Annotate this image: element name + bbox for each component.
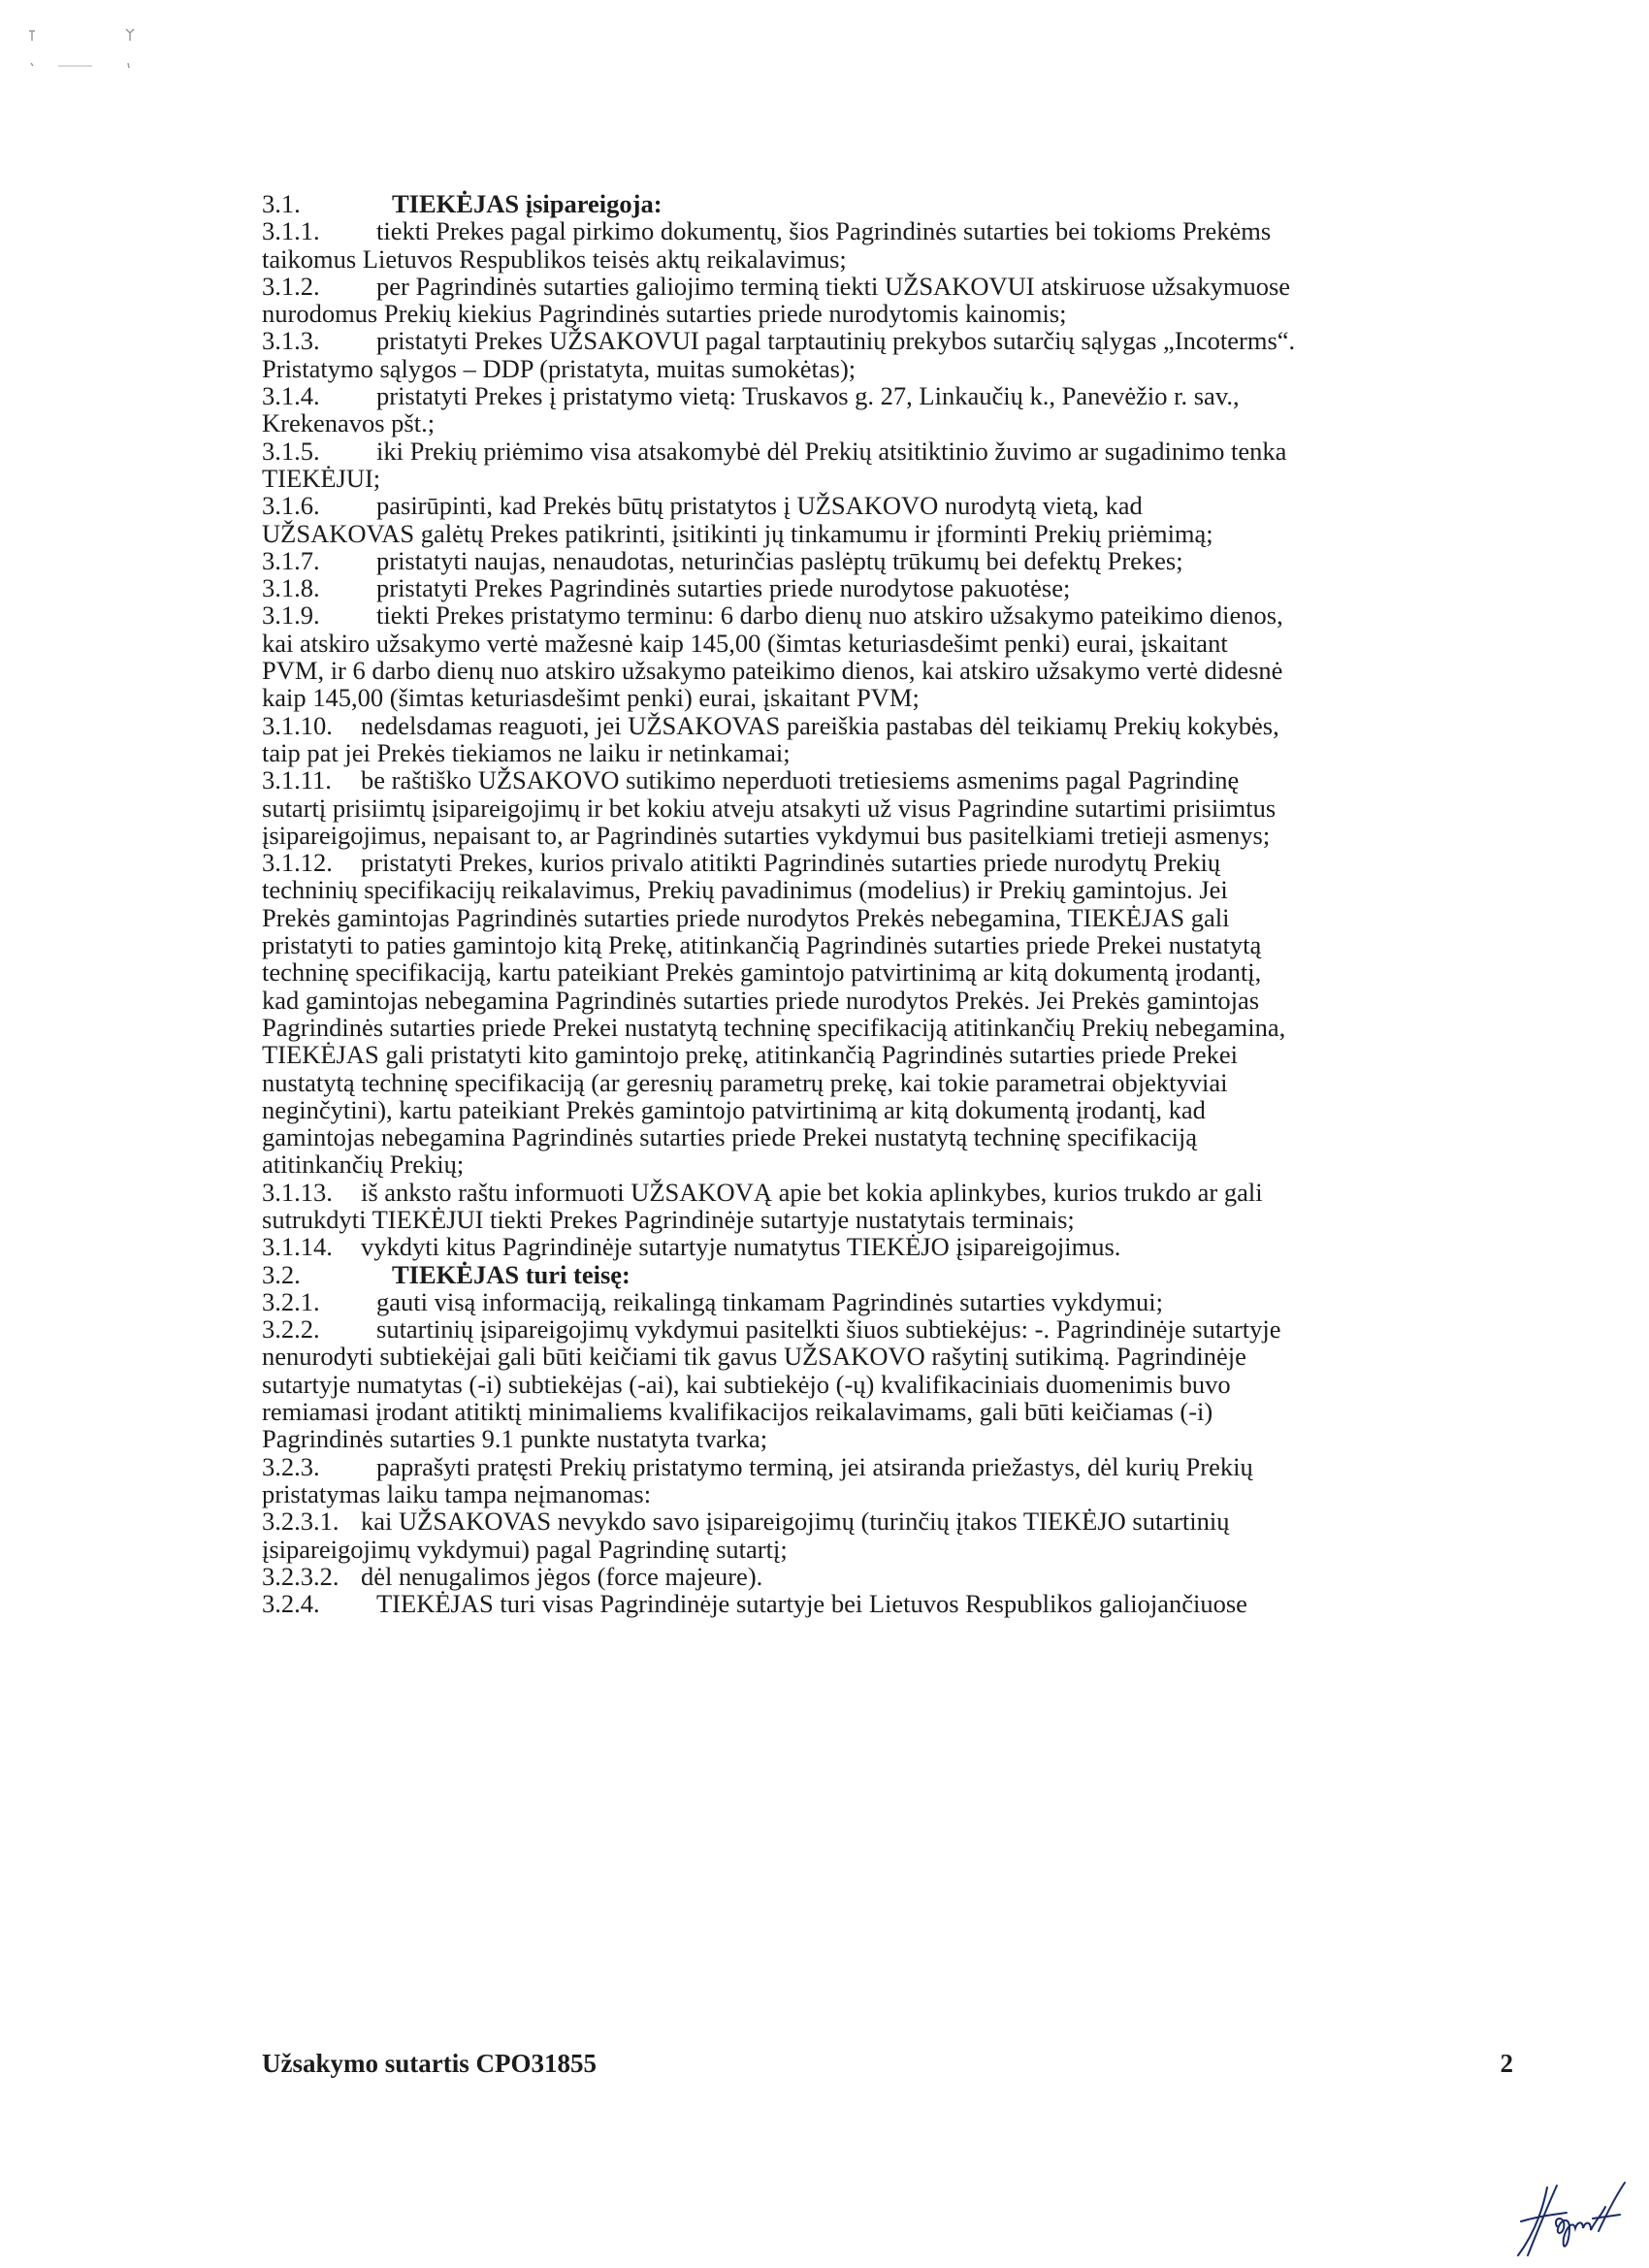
clause [262,1507,1513,1563]
clause-text: nedelsdamas reaguoti, jei UŽSAKOVAS pareiškia pastabas dėl teikiamų Prekių kokybės, [361,710,1279,740]
text-line [262,217,1513,244]
text-line [262,327,1513,354]
text-line [262,1507,1513,1535]
page-number: 2 [1500,2049,1513,2078]
clause-text: iki Prekių priėmimo visa atsakomybė dėl Prekių atsitiktinio žuvimo ar sugadinimo tenka [376,436,1287,466]
clause-number: 3.1.8. [262,573,320,603]
clause [262,849,1513,1179]
contract-body [262,190,1513,1617]
text-line [262,931,1513,958]
clause [262,1590,1513,1617]
clause-text: pasirūpinti, kad Prekės būtų pristatytos į UŽSAKOVO nurodytą vietą, kad [376,491,1143,521]
text-line [262,766,1513,794]
clause-text: tiekti Prekes pagal pirkimo dokumentų, šios Pagrindinės sutarties bei tokioms Prekėms [376,216,1272,246]
clause-text: atitinkančių Prekių; [262,1150,465,1180]
clause-number: 3.1.1. [262,216,320,246]
section-heading [262,190,1513,217]
text-line [262,601,1513,629]
clause-text: kad gamintojas nebegamina Pagrindinės sutarties priede nurodytos Prekės. Jei Prekės gamintojas [262,985,1260,1015]
text-line [262,1315,1513,1343]
text-line [262,355,1513,382]
clause [262,1315,1513,1452]
text-line [262,1261,1513,1288]
clause-text: dėl nenugalimos jėgos (force majeure). [361,1561,763,1591]
text-line [262,273,1513,300]
clause-number: 3.2.3.1. [262,1507,340,1537]
clause-text: sutartyje numatytas (-i) subtiekėjas (-ai), kai subtiekėjo (-ų) kvalifikaciniais duomenimis buvo [262,1369,1231,1399]
text-line [262,465,1513,492]
heading-text: TIEKĖJAS turi teisę: [392,1259,630,1289]
clause-number: 3.2.3. [262,1451,320,1481]
clause-number: 3.2.3.2. [262,1561,340,1591]
clause-text: vykdyti kitus Pagrindinėje sutartyje numatytus TIEKĖJO įsipareigojimus. [361,1232,1121,1262]
text-line [262,1014,1513,1041]
clause-text: taikomus Lietuvos Respublikos teisės aktų reikalavimus; [262,243,847,274]
text-line [262,1041,1513,1068]
clause-text: kai atskiro užsakymo vertė mažesnė kaip 145,00 (šimtas keturiasdešimt penki) eurai, įskaitant [262,628,1228,658]
clause-text: sutartį prisiimtų įsipareigojimų ir bet kokiu atveju atsakyti už visus Pagrindine sutartimi prisiimtus [262,793,1277,823]
clause-number: 3.1.6. [262,491,320,521]
text-line [262,630,1513,657]
text-line [262,1343,1513,1370]
clause-number: 3.1.7. [262,545,320,575]
clause-text: pristatyti Prekes, kurios privalo atitikti Pagrindinės sutarties priede nurodytų Prekių [361,848,1221,878]
clause-text: pristatyti naujas, nenaudotas, neturinčias paslėptų trūkumų bei defektų Prekes; [376,545,1183,575]
text-line [262,492,1513,519]
clause-text: UŽSAKOVAS galėtų Prekes patikrinti, įsitikinti jų tinkamumu ir įforminti Prekių priėmimą; [262,518,1213,548]
clause-text: sutrukdyti TIEKĖJUI tiekti Prekes Pagrindinėje sutartyje nustatytais terminais; [262,1204,1075,1234]
text-line [262,1536,1513,1563]
text-line [262,1563,1513,1590]
clause-text: paprašyti pratęsti Prekių pristatymo terminą, jei atsiranda priežastys, dėl kurių Prekių [376,1451,1253,1481]
text-line [262,958,1513,986]
text-line [262,1206,1513,1233]
clause [262,574,1513,601]
clause-number: 3.1.3. [262,326,320,356]
clause-text: Prekės gamintojas Pagrindinės sutarties priede nurodytos Prekės nebegamina, TIEKĖJAS gali [262,902,1230,932]
clause [262,766,1513,849]
text-line [262,1096,1513,1123]
text-line [262,684,1513,711]
text-line [262,300,1513,327]
clause-text: nurodomus Prekių kiekius Pagrindinės sutarties priede nurodytomis kainomis; [262,299,1067,329]
clause [262,492,1513,547]
text-line [262,657,1513,684]
clause-text: nenurodyti subtiekėjai gali būti keičiami tik gavus UŽSAKOVO rašytinį sutikimą. Pagrindinėje [262,1342,1246,1372]
clause [262,712,1513,767]
clause-text: iš anksto raštu informuoti UŽSAKOVĄ apie bet kokia aplinkybes, kurios trukdo ar gali [361,1177,1263,1207]
clause [262,327,1513,382]
clause-text: įsipareigojimų vykdymui) pagal Pagrindinę sutartį; [262,1534,788,1564]
clause-number: 3.1.14. [262,1232,333,1262]
clause-text: sutartinių įsipareigojimų vykdymui pasitelkti šiuos subtiekėjus: -. Pagrindinėje sutartyje [376,1314,1281,1345]
clause [262,1233,1513,1260]
footer-title: Užsakymo sutartis CPO31855 [262,2049,597,2078]
clause [262,1179,1513,1234]
clause-text: taip pat jei Prekės tiekiamos ne laiku ir netinkamai; [262,737,791,767]
text-line [262,1123,1513,1150]
text-line [262,574,1513,601]
clause-number: 3.1.9. [262,600,320,631]
clause-text: pristatyti Prekes į pristatymo vietą: Truskavos g. 27, Linkaučių k., Panevėžio r. sav., [376,381,1240,411]
clause [262,273,1513,328]
text-line [262,794,1513,822]
text-line [262,1371,1513,1398]
text-line [262,547,1513,574]
clause-number: 3.2.2. [262,1314,320,1345]
text-line [262,520,1513,547]
clause-text: Pagrindinės sutarties 9.1 punkte nustatyta tvarka; [262,1424,768,1454]
text-line [262,904,1513,931]
clause [262,1288,1513,1315]
text-line [262,1069,1513,1096]
text-line [262,1179,1513,1206]
clause-number: 3.1.13. [262,1177,333,1207]
clause [262,382,1513,437]
clause [262,601,1513,711]
clause-text: Krekenavos pšt.; [262,408,436,438]
clause-text: pristatyti Prekes Pagrindinės sutarties priede nurodytose pakuotėse; [376,573,1071,603]
text-line [262,1150,1513,1178]
text-line [262,409,1513,437]
text-line [262,822,1513,849]
clause-text: TIEKĖJAS turi visas Pagrindinėje sutartyje bei Lietuvos Respublikos galiojančiuose [376,1589,1247,1619]
text-line [262,1453,1513,1480]
clause-text: gamintojas nebegamina Pagrindinės sutarties priede Prekei nustatytą techninę specifikaciją [262,1122,1197,1152]
clause-text: pristatymas laiku tampa neįmanomas: [262,1478,652,1508]
clause-number: 3.2.4. [262,1589,320,1619]
section-heading [262,1261,1513,1288]
clause-number: 3.1.10. [262,710,333,740]
clause-text: įsipareigojimus, nepaisant to, ar Pagrindinės sutarties vykdymui bus pasitelkiami tretieji asmenys; [262,820,1271,850]
text-line [262,382,1513,409]
clause-number: 3.2.1. [262,1286,320,1316]
clause-number: 3.1.11. [262,765,332,795]
clause-text: gauti visą informaciją, reikalingą tinkamam Pagrindinės sutarties vykdymui; [376,1286,1164,1316]
clause-number: 3.2. [262,1259,301,1289]
text-line [262,712,1513,739]
heading-text: TIEKĖJAS įsipareigoja: [392,189,663,218]
clause-text: pristatyti Prekes UŽSAKOVUI pagal tarptautinių prekybos sutarčių sąlygas „Incoterms“. [376,326,1296,356]
clause-text: techninę specifikaciją, kartu pateikiant Prekės gamintojo patvirtinimą ar kitą dokumentą įrodantį, [262,957,1262,988]
clause [262,547,1513,574]
handwritten-signature [1513,2178,1630,2265]
clause [262,1453,1513,1508]
clause [262,217,1513,273]
clause-text: per Pagrindinės sutarties galiojimo terminą tiekti UŽSAKOVUI atskiruose užsakymuose [376,271,1291,301]
clause-text: kai UŽSAKOVAS nevykdo savo įsipareigojimų (turinčių įtakos TIEKĖJO sutartinių [361,1507,1230,1537]
text-line [262,1233,1513,1260]
clause-text: be raštiško UŽSAKOVO sutikimo neperduoti tretiesiems asmenims pagal Pagrindinę [361,765,1240,795]
text-line [262,987,1513,1014]
clause-text: kaip 145,00 (šimtas keturiasdešimt penki) eurai, įskaitant PVM; [262,683,920,713]
text-line [262,849,1513,876]
text-line [262,1425,1513,1452]
text-line [262,437,1513,465]
text-line [262,876,1513,903]
text-line [262,1590,1513,1617]
scan-marks [19,19,136,82]
clause-text: neginčytini), kartu pateikiant Prekės gamintojo patvirtinimą ar kitą dokumentą įrodantį, kad [262,1094,1206,1124]
clause-text: PVM, ir 6 darbo dienų nuo atskiro užsakymo pateikimo dienos, kai atskiro užsakymo vertė didesnė [262,656,1283,686]
clause-text: remiamasi įrodant atitiktį minimaliems kvalifikacijos reikalavimams, gali būti keičiamas (-i) [262,1397,1213,1427]
clause-text: Pagrindinės sutarties priede Prekei nustatytą techninę specifikaciją atitinkančių Prekių nebegamina, [262,1012,1286,1042]
clause-number: 3.1. [262,189,301,218]
clause-text: tiekti Prekes pristatymo terminu: 6 darbo dienų nuo atskiro užsakymo pateikimo dienos, [376,600,1283,631]
text-line [262,245,1513,273]
clause-number: 3.1.12. [262,848,333,878]
clause-number: 3.1.5. [262,436,320,466]
clause-number: 3.1.4. [262,381,320,411]
clause-text: techninių specifikacijų reikalavimus, Prekių pavadinimus (modelius) ir Prekių gamintojus. Jei [262,875,1228,905]
clause-text: nustatytą techninę specifikaciją (ar geresnių parametrų prekę, kai tokie parametrai objektyviai [262,1067,1228,1097]
clause [262,437,1513,493]
clause-text: pristatyti to paties gamintojo kitą Prekę, atitinkančią Pagrindinės sutarties priede Prekei nustatytą [262,930,1262,960]
clause [262,1563,1513,1590]
text-line [262,1288,1513,1315]
text-line [262,1398,1513,1425]
clause-text: TIEKĖJAS gali pristatyti kito gamintojo prekę, atitinkančią Pagrindinės sutarties priede Prekei [262,1040,1239,1070]
text-line [262,190,1513,217]
page-footer [262,2049,1513,2079]
text-line [262,739,1513,766]
clause-number: 3.1.2. [262,271,320,301]
clause-text: Pristatymo sąlygos – DDP (pristatyta, muitas sumokėtas); [262,353,857,383]
text-line [262,1480,1513,1507]
clause-text: TIEKĖJUI; [262,463,381,493]
